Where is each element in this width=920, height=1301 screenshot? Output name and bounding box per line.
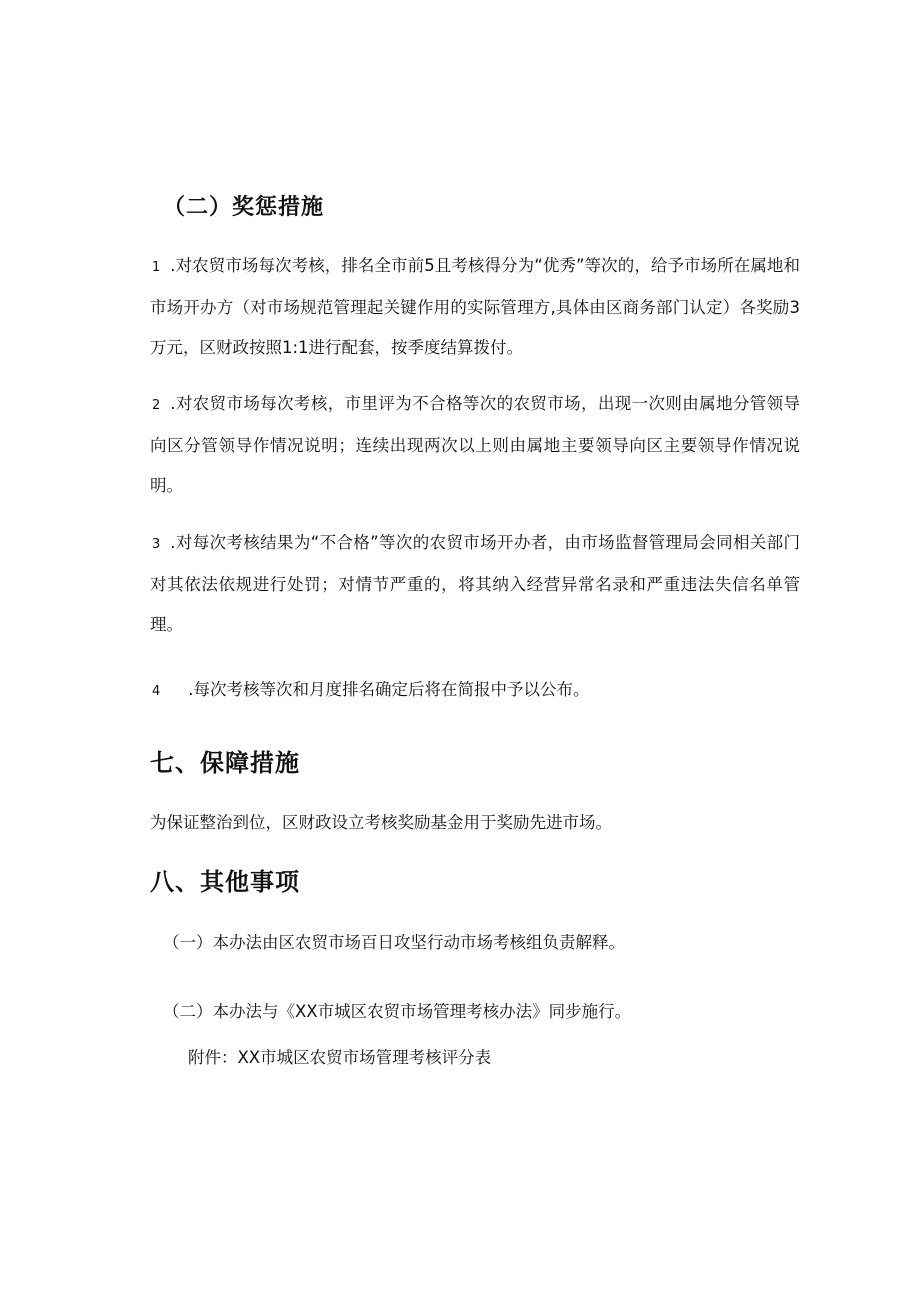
rewards-item-4 — [150, 670, 800, 712]
item-number: 3 — [152, 537, 161, 552]
other-matters-item-2: （二）本办法与《XX市城区农贸市场管理考核办法》同步施行。 — [163, 1002, 632, 1021]
rewards-item-2 — [150, 384, 800, 506]
rewards-item-1 — [150, 246, 800, 368]
safeguards-text: 为保证整治到位，区财政设立考核奖励基金用于奖励先进市场。 — [150, 813, 612, 832]
section-heading-other-matters: 八、其他事项 — [150, 868, 300, 896]
item-text: .对农贸市场每次考核，市里评为不合格等次的农贸市场，出现一次则由属地分管领导向区分管领导作情况说明；连续出现两次以上则由属地主要领导向区主要领导作情况说明。 — [150, 394, 800, 495]
item-text: .对每次考核结果为“不合格”等次的农贸市场开办者，由市场监督管理局会同相关部门对其依法依规进行处罚；对情节严重的，将其纳入经营异常名录和严重违法失信名单管理。 — [150, 533, 800, 634]
section-heading-rewards: （二）奖惩措施 — [163, 195, 325, 220]
item-text: .对农贸市场每次考核，排名全市前5且考核得分为“优秀”等次的，给予市场所在属地和市场开办方（对市场规范管理起关键作用的实际管理方,具体由区商务部门认定）各奖励3万元，区财政按照1:1进行配套，按季度结算拨付。 — [150, 256, 800, 357]
item-number: 2 — [152, 398, 161, 413]
rewards-item-3 — [150, 523, 800, 645]
other-matters-item-1: （一）本办法由区农贸市场百日攻坚行动市场考核组负责解释。 — [163, 933, 625, 952]
item-number: 1 — [152, 260, 161, 275]
attachment-line: 附件：XX市城区农贸市场管理考核评分表 — [188, 1048, 492, 1067]
item-number: 4 — [152, 684, 161, 699]
section-heading-safeguards: 七、保障措施 — [150, 749, 300, 777]
item-text: .每次考核等次和月度排名确定后将在简报中予以公布。 — [188, 680, 590, 699]
